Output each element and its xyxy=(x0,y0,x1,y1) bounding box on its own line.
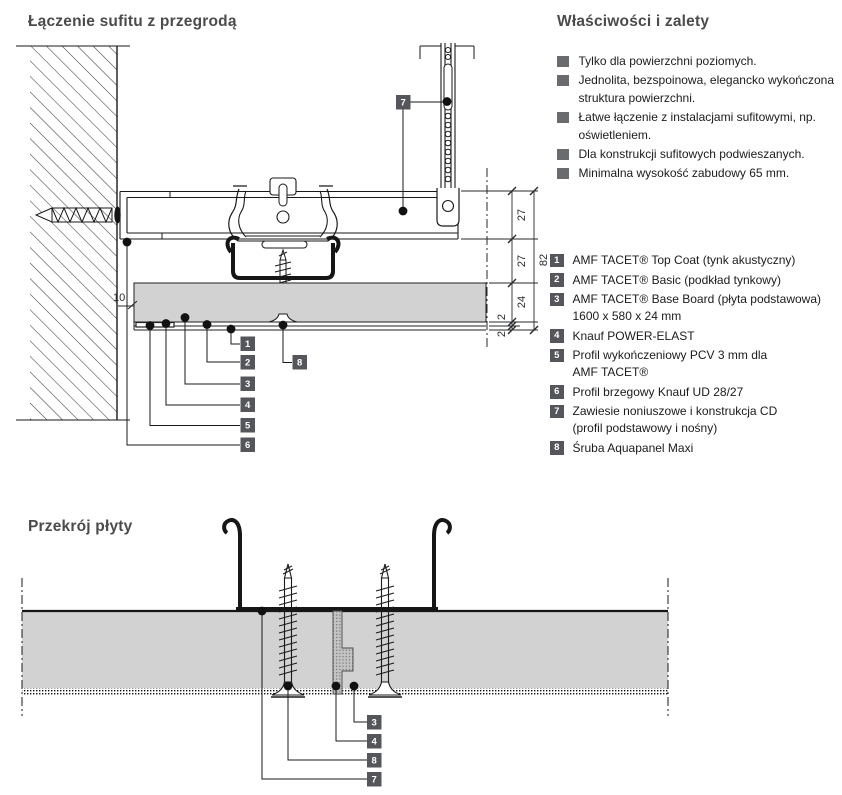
property-item xyxy=(557,71,837,107)
diagram-ceiling-partition-joint xyxy=(0,40,560,470)
callout-4 xyxy=(241,398,256,413)
svg-text:1: 1 xyxy=(245,339,251,350)
legend-item xyxy=(550,252,835,269)
legend-item-text: Zawiesie noniuszowe i konstrukcja CD (profil podstawowy i nośny) xyxy=(572,404,778,435)
properties-list xyxy=(557,52,837,183)
legend-item-text: Profil brzegowy Knauf UD 28/27 xyxy=(572,384,744,399)
legend-item xyxy=(550,291,835,325)
callout-1 xyxy=(241,337,256,352)
svg-text:6: 6 xyxy=(245,440,251,451)
dim-2-a: 2 xyxy=(496,313,508,321)
diagram-plate-cross-section xyxy=(0,510,700,795)
property-text: Łatwe łączenie z instalacjami sufitowymi, np. oświetleniem. xyxy=(578,110,816,142)
svg-text:5: 5 xyxy=(245,420,251,432)
legend-item-text: Knauf POWER-ELAST xyxy=(572,328,695,343)
callout-3 xyxy=(241,377,256,392)
legend-item xyxy=(550,384,835,401)
legend-item-text: Profil wykończeniowy PCV 3 mm dla AMF TACET® xyxy=(572,348,768,379)
legend-item-text: Śruba Aquapanel Maxi xyxy=(572,440,694,455)
svg-text:2: 2 xyxy=(245,357,251,369)
callout-8 xyxy=(293,355,308,370)
legend-number-badge: 8 xyxy=(550,441,564,455)
dim-10-gap: 10 xyxy=(113,292,126,304)
section1-title: Łączenie sufitu z przegrodą xyxy=(28,13,237,30)
dim-27-top: 27 xyxy=(516,208,528,222)
leader-lines xyxy=(127,102,443,445)
legend-item xyxy=(550,403,835,437)
nonius-hanger xyxy=(437,43,459,226)
callout-2 xyxy=(241,355,256,370)
legend-number-badge: 2 xyxy=(550,273,564,287)
wall-hatch xyxy=(16,46,130,420)
dim-82-total: 82 xyxy=(538,253,550,267)
callout-boxes-diagram2 xyxy=(367,715,382,787)
legend-number-badge: 1 xyxy=(550,254,564,268)
property-text: Dla konstrukcji sufitowych podwieszanych. xyxy=(578,147,805,161)
property-item xyxy=(557,145,837,163)
base-board-plate xyxy=(134,283,486,330)
dim-24: 24 xyxy=(516,295,528,309)
legend-number-badge: 6 xyxy=(550,385,564,399)
cd-connector-clip xyxy=(229,178,337,248)
dim-27-mid: 27 xyxy=(516,254,528,268)
properties-title: Właściwości i zalety xyxy=(557,13,710,30)
callout-6 xyxy=(241,438,256,453)
property-item xyxy=(557,164,837,182)
callout-4b xyxy=(367,734,382,749)
top-coat-texture xyxy=(22,688,668,695)
legend-number-badge: 7 xyxy=(550,405,564,419)
callout-boxes-diagram1 xyxy=(241,95,411,452)
legend-item xyxy=(550,347,835,381)
legend-item xyxy=(550,272,835,289)
cd-profile-section xyxy=(224,520,450,609)
svg-text:8: 8 xyxy=(371,755,377,767)
dim-2-b: 2 xyxy=(496,330,508,338)
property-text: Tylko dla powierzchni poziomych. xyxy=(578,54,757,68)
legend-number-badge: 4 xyxy=(550,329,564,343)
section2-title: Przekrój płyty xyxy=(28,518,133,535)
legend-item-text: AMF TACET® Top Coat (tynk akustyczny) xyxy=(572,253,796,267)
svg-text:7: 7 xyxy=(400,97,406,109)
svg-text:7: 7 xyxy=(371,774,377,786)
callout-7b xyxy=(367,772,382,787)
svg-text:8: 8 xyxy=(297,357,303,369)
svg-text:3: 3 xyxy=(371,717,377,729)
legend-number-badge: 3 xyxy=(550,293,564,307)
property-item xyxy=(557,52,837,70)
legend-number-badge: 5 xyxy=(550,349,564,363)
legend-item xyxy=(550,328,835,345)
property-text: Jednolita, bezspoinowa, elegancko wykończona struktura powierzchni. xyxy=(578,73,834,105)
property-text: Minimalna wysokość zabudowy 65 mm. xyxy=(578,166,790,180)
legend-item-text: AMF TACET® Base Board (płyta podstawowa) 1600 x 580 x 24 mm xyxy=(572,292,821,323)
callout-7 xyxy=(396,95,411,110)
svg-text:4: 4 xyxy=(371,736,377,748)
callout-3b xyxy=(367,715,382,730)
callout-8b xyxy=(367,753,382,768)
svg-text:3: 3 xyxy=(245,379,251,390)
callout-5 xyxy=(241,418,256,433)
legend-list xyxy=(550,252,835,459)
legend-item-text: AMF TACET® Basic (podkład tynkowy) xyxy=(572,272,781,287)
legend-item xyxy=(550,440,835,457)
svg-text:4: 4 xyxy=(245,400,251,411)
property-item xyxy=(557,108,837,144)
